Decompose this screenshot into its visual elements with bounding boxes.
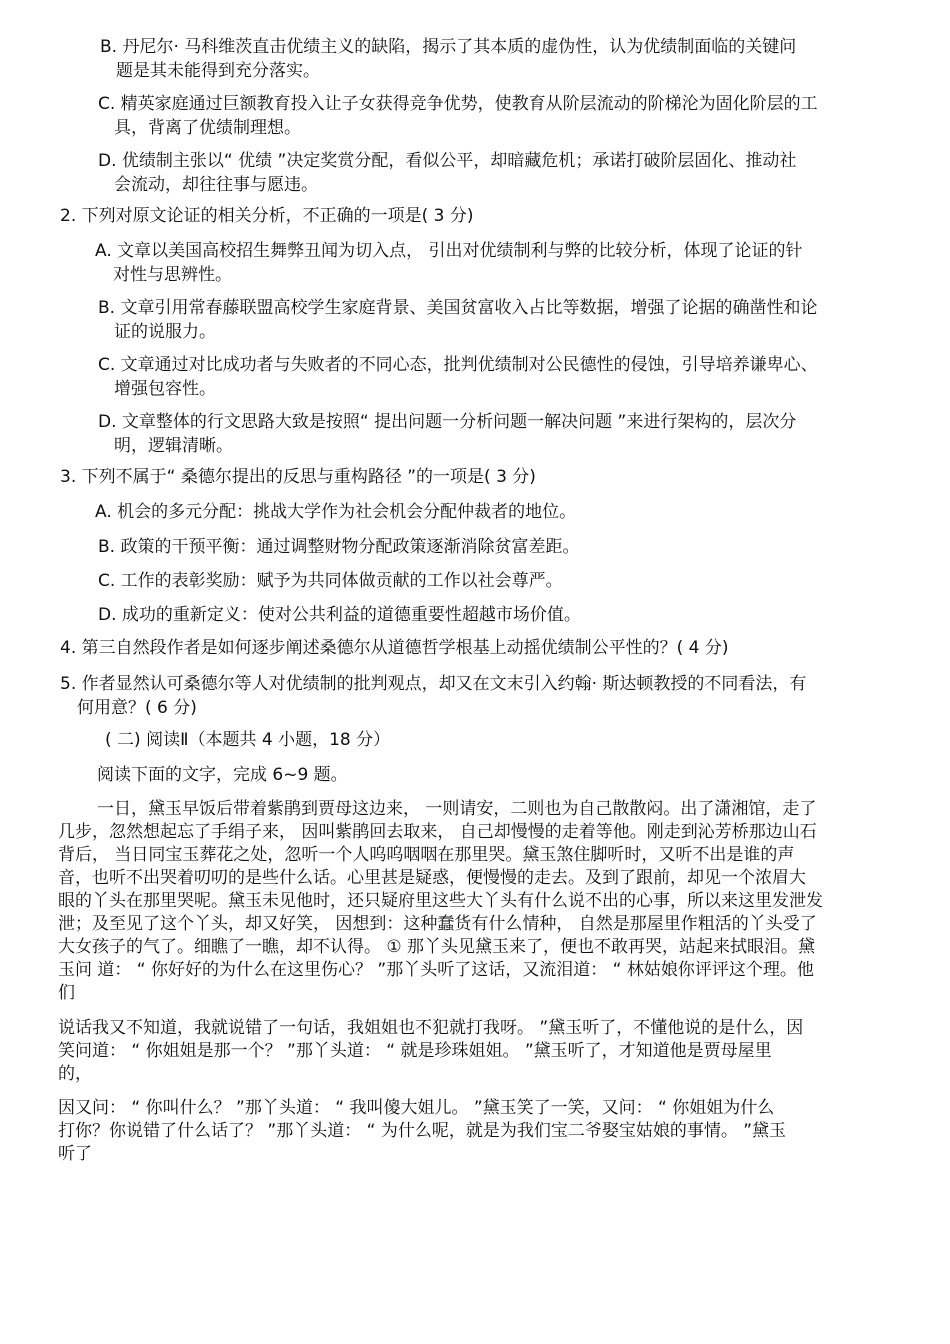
q3-option-c: C. 工作的表彰奖励：赋予为共同体做贡献的工作以社会尊严。 [98, 571, 563, 591]
q2-option-a-line2: 对性与思辨性。 [113, 265, 232, 285]
q5-stem-line2: 何用意？( 6 分) [77, 698, 197, 718]
passage-line: 的， [58, 1064, 92, 1084]
q4-stem: 4. 第三自然段作者是如何逐步阐述桑德尔从道德哲学根基上动摇优绩制公平性的？( 4 分) [60, 638, 729, 658]
passage-line: 音，也听不出哭着叨叨的是些什么话。心里甚是疑惑，便慢慢的走去。及到了跟前，却见一个浓眉大 [58, 868, 806, 888]
q2-option-a-line1: A. 文章以美国高校招生舞弊丑闻为切入点， 引出对优绩制利与弊的比较分析，体现了论证的针 [95, 241, 803, 261]
passage-line: 听了 [58, 1144, 92, 1164]
passage-line: 们 [58, 983, 75, 1003]
passage-line: 因又问： “ 你叫什么？ ”那丫头道： “ 我叫傻大姐儿。 ”黛玉笑了一笑，又问： “ 你姐姐为什么 [58, 1098, 775, 1118]
passage-line: 大女孩子的气了。细瞧了一瞧，却不认得。 ① 那丫头见黛玉来了，便也不敢再哭，站起来拭眼泪。黛 [58, 937, 816, 957]
q2-stem: 2. 下列对原文论证的相关分析，不正确的一项是( 3 分) [60, 206, 474, 226]
q2-option-c-line2: 增强包容性。 [114, 379, 216, 399]
q2-option-b-line1: B. 文章引用常春藤联盟高校学生家庭背景、美国贫富收入占比等数据，增强了论据的确凿性和论 [98, 298, 818, 318]
q5-stem-line1: 5. 作者显然认可桑德尔等人对优绩制的批判观点，却又在文末引入约翰· 斯达顿教授的不同看法，有 [60, 674, 807, 694]
q1-option-d-line1: D. 优绩制主张以“ 优绩 ”决定奖赏分配，看似公平，却暗藏危机；承诺打破阶层固化、推动社 [98, 151, 797, 171]
q3-option-d: D. 成功的重新定义：使对公共利益的道德重要性超越市场价值。 [98, 605, 581, 625]
passage-line: 几步，忽然想起忘了手绢子来， 因叫紫鹃回去取来， 自己却慢慢的走着等他。刚走到沁芳桥那边山石 [58, 822, 817, 842]
q1-option-d-line2: 会流动，却往往事与愿违。 [114, 175, 318, 195]
passage-line: 说话我又不知道，我就说错了一句话，我姐姐也不犯就打我呀。 ”黛玉听了，不懂他说的是什么，因 [58, 1018, 804, 1038]
section-instruction: 阅读下面的文字，完成 6~9 题。 [97, 765, 348, 785]
q2-option-b-line2: 证的说服力。 [114, 322, 216, 342]
passage-line: 一日，黛玉早饭后带着紫鹃到贾母这边来， 一则请安，二则也为自己散散闷。出了潇湘馆，走了 [97, 799, 817, 819]
passage-line: 笑问道： “ 你姐姐是那一个？ ”那丫头道： “ 就是珍珠姐姐。 ”黛玉听了，才知道他是贾母屋里 [58, 1041, 772, 1061]
passage-line: 玉问 道： “ 你好好的为什么在这里伤心？ ”那丫头听了这话，又流泪道： “ 林姑娘你评评这个理。他 [58, 960, 814, 980]
passage-line: 背后， 当日同宝玉葬花之处，忽听一个人呜呜咽咽在那里哭。黛玉煞住脚听时，又听不出是谁的声 [58, 845, 795, 865]
q2-option-d-line2: 明，逻辑清晰。 [114, 436, 233, 456]
section-heading: ( 二) 阅读Ⅱ（本题共 4 小题，18 分） [105, 730, 391, 750]
q2-option-c-line1: C. 文章通过对比成功者与失败者的不同心态，批判优绩制对公民德性的侵蚀，引导培养谦卑心、 [98, 355, 818, 375]
passage-line: 眼的丫头在那里哭呢。黛玉未见他时，还只疑府里这些大丫头有什么说不出的心事，所以来这里发泄发 [58, 891, 823, 911]
q1-option-c-line2: 具，背离了优绩制理想。 [114, 118, 301, 138]
passage-line: 打你？你说错了什么话了？ ”那丫头道： “ 为什么呢，就是为我们宝二爷娶宝姑娘的事情。 ”黛玉 [58, 1121, 787, 1141]
q1-option-b-line2: 题是其未能得到充分落实。 [116, 61, 320, 81]
q1-option-b-line1: B. 丹尼尔· 马科维茨直击优绩主义的缺陷，揭示了其本质的虚伪性，认为优绩制面临的关键问 [100, 37, 797, 57]
q3-option-a: A. 机会的多元分配：挑战大学作为社会机会分配仲裁者的地位。 [95, 502, 577, 522]
passage-line: 泄；及至见了这个丫头，却又好笑， 因想到：这种蠢货有什么情种， 自然是那屋里作粗活的丫头受了 [58, 914, 817, 934]
q1-option-c-line1: C. 精英家庭通过巨额教育投入让子女获得竞争优势，使教育从阶层流动的阶梯沦为固化阶层的工 [98, 94, 818, 114]
q3-option-b: B. 政策的干预平衡：通过调整财物分配政策逐渐消除贫富差距。 [98, 537, 580, 557]
q3-stem: 3. 下列不属于“ 桑德尔提出的反思与重构路径 ”的一项是( 3 分) [60, 467, 536, 487]
q2-option-d-line1: D. 文章整体的行文思路大致是按照“ 提出问题一分析问题一解决问题 ”来进行架构的，层次分 [98, 412, 797, 432]
